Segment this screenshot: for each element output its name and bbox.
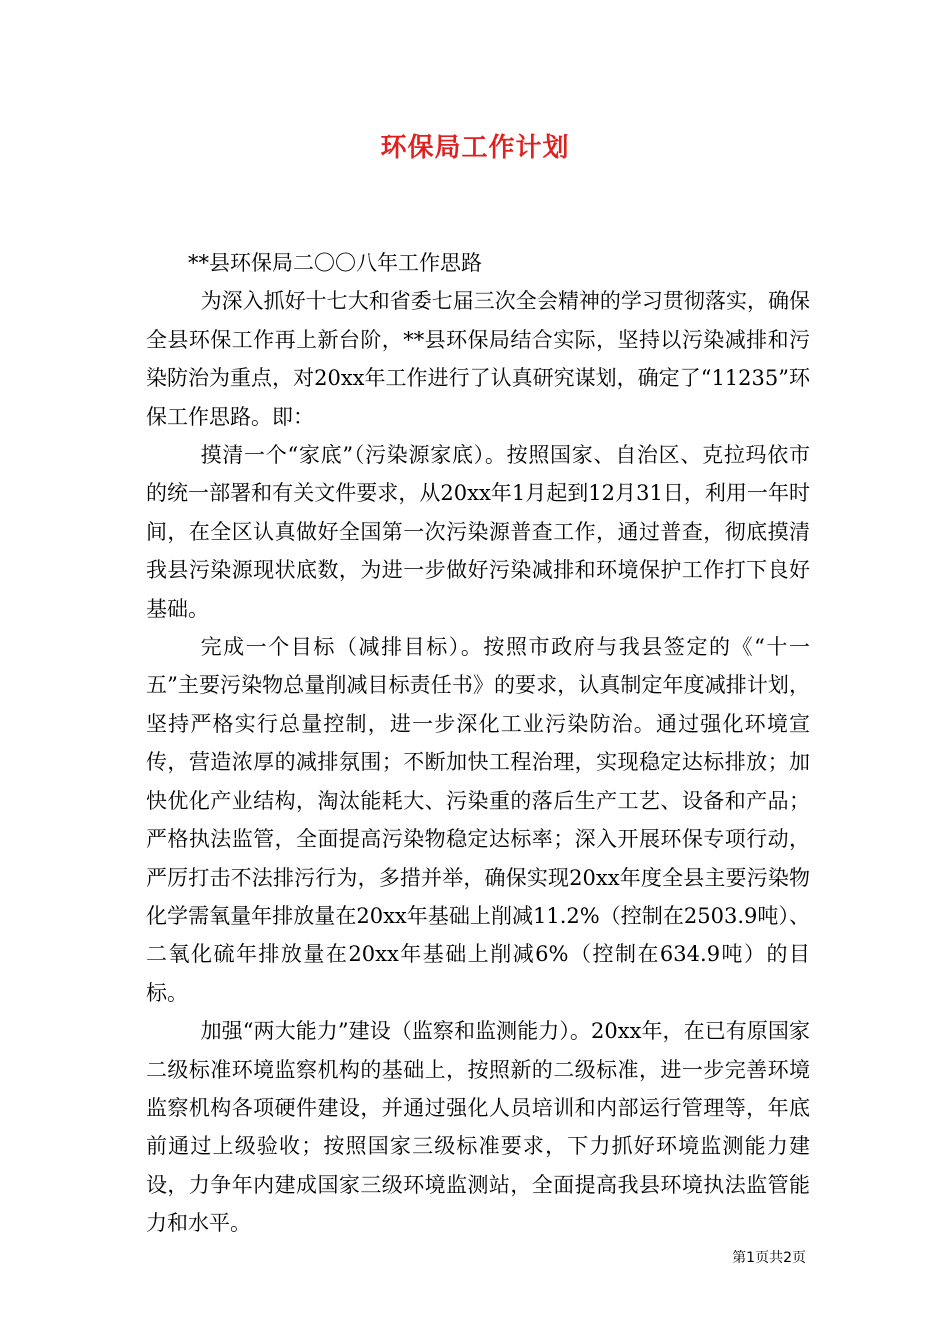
paragraph-emission-target: 完成一个目标（减排目标）。按照市政府与我县签定的《“十一五”主要污染物总量削减目标责任书》的要求，认真制定年度减排计划，坚持严格实行总量控制，进一步深化工业污染防治。通过强化环境宣传，营造浓厚的减排氛围；不断加快工程治理，实现稳定达标排放；加快优化产业结构，淘汰能耗大、污染重的落后生产工艺、设备和产品；严格执法监管，全面提高污染物稳定达标率；深入开展环保专项行动，严厉打击不法排污行为，多措并举，确保实现20xx年度全县主要污染物化学需氧量年排放量在20xx年基础上削减11.2%（控制在2503.9吨）、二氧化硫年排放量在20xx年基础上削减6%（控制在634.9吨）的目标。 xyxy=(146,635,810,1005)
paragraph-subtitle: **县环保局二〇〇八年工作思路 xyxy=(188,251,482,275)
paragraph-capacity-building: 加强“两大能力”建设（监察和监测能力）。20xx年，在已有原国家二级标准环境监察机构的基础上，按照新的二级标准，进一步完善环境监察机构各项硬件建设，并通过强化人员培训和内部运行管理等，年底前通过上级验收；按照国家三级标准要求，下力抓好环境监测能力建设，力争年内建成国家三级环境监测站，全面提高我县环境执法监管能力和水平。 xyxy=(146,1019,810,1236)
page-number: 第1页共2页 xyxy=(732,1250,806,1266)
paragraph-intro: 为深入抓好十七大和省委七届三次全会精神的学习贯彻落实，确保全县环保工作再上新台阶，**县环保局结合实际，坚持以污染减排和污染防治为重点，对20xx年工作进行了认真研究谋划，确定了“11235”环保工作思路。即： xyxy=(146,289,810,429)
document-body xyxy=(146,244,810,1243)
document-title: 环保局工作计划 xyxy=(380,133,570,163)
paragraph-pollution-census: 摸清一个“家底”（污染源家底）。按照国家、自治区、克拉玛依市的统一部署和有关文件要求，从20xx年1月起到12月31日，利用一年时间，在全区认真做好全国第一次污染源普查工作，通过普查，彻底摸清我县污染源现状底数，为进一步做好污染减排和环境保护工作打下良好基础。 xyxy=(146,443,810,621)
